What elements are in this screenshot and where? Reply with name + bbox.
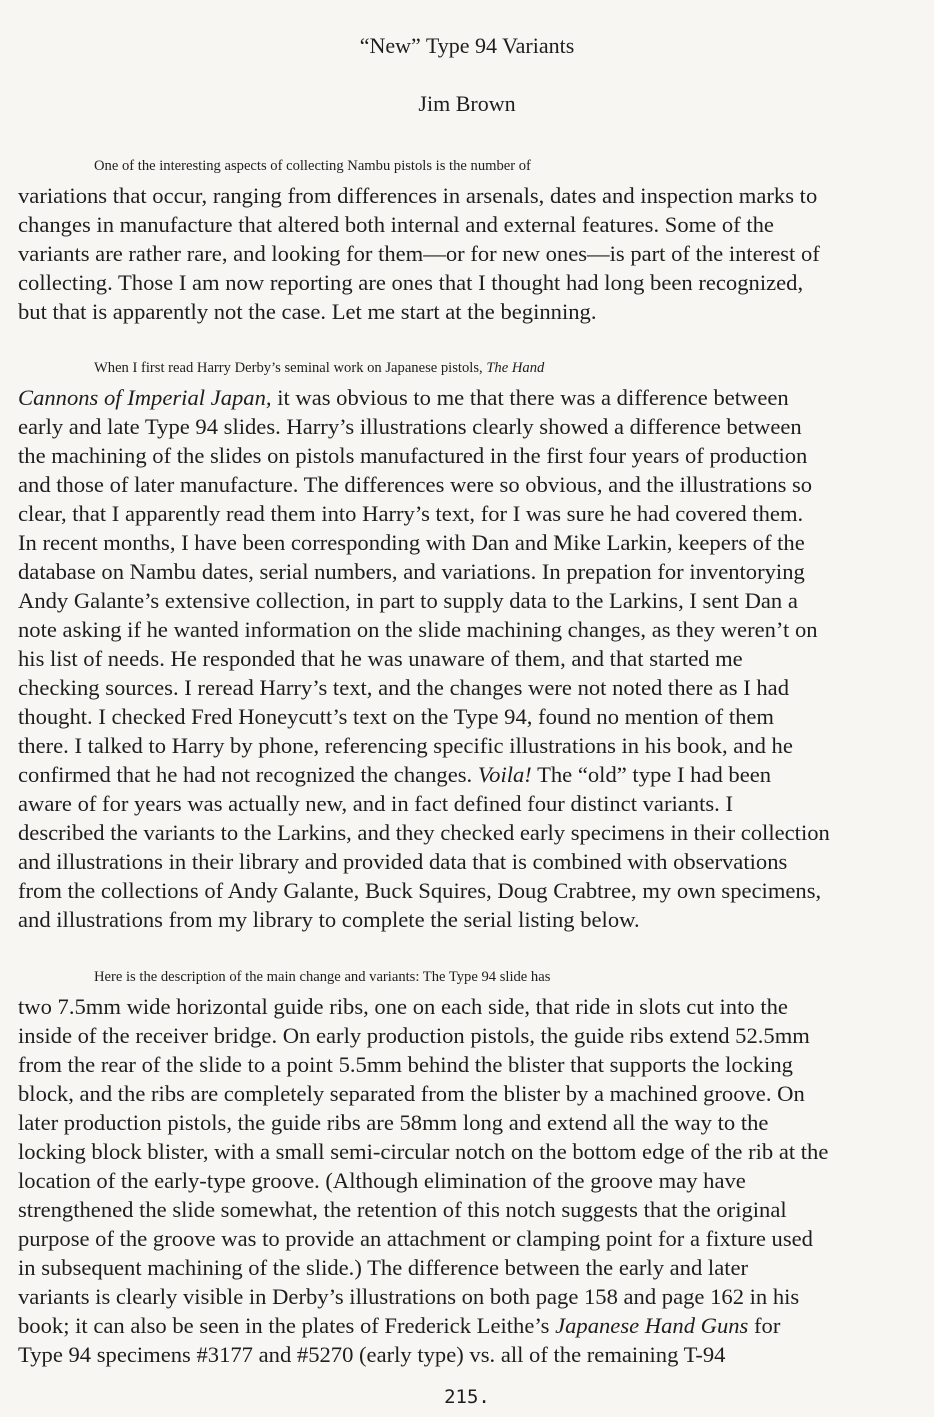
text-line: Andy Galante’s extensive collection, in part to supply data to the Larkins, I sent Dan a bbox=[18, 588, 798, 613]
text-line bbox=[18, 760, 918, 789]
paragraph-1 bbox=[18, 152, 918, 326]
text-line: described the variants to the Larkins, and they checked early specimens in their collection bbox=[18, 820, 830, 845]
text-run: When I first read Harry Derby’s seminal work on Japanese pistols, bbox=[94, 360, 487, 376]
text-line: but that is apparently not the case. Let me start at the beginning. bbox=[18, 299, 597, 324]
text-line: and those of later manufacture. The differences were so obvious, and the illustrations so bbox=[18, 472, 813, 497]
text-line: aware of for years was actually new, and in fact defined four distinct variants. I bbox=[18, 791, 733, 816]
text-line: early and late Type 94 slides. Harry’s illustrations clearly showed a difference between bbox=[18, 414, 802, 439]
text-run: The “old” type I had been bbox=[531, 762, 772, 787]
text-line: locking block blister, with a small semi-circular notch on the bottom edge of the rib at the bbox=[18, 1139, 829, 1164]
text-line: checking sources. I reread Harry’s text, and the changes were not noted there as I had bbox=[18, 675, 790, 700]
text-line: variants is clearly visible in Derby’s illustrations on both page 158 and page 162 in his bbox=[18, 1284, 800, 1309]
text-line: changes in manufacture that altered both internal and external features. Some of the bbox=[18, 212, 774, 237]
text-line: note asking if he wanted information on the slide machining changes, as they weren’t on bbox=[18, 617, 818, 642]
book-title: Cannons of Imperial Japan, bbox=[18, 385, 272, 410]
text-line: location of the early-type groove. (Although elimination of the groove may have bbox=[18, 1168, 746, 1193]
text-run: book; it can also be seen in the plates of Frederick Leithe’s bbox=[18, 1313, 556, 1338]
paragraph-3 bbox=[18, 963, 918, 1369]
text-line: and illustrations from my library to complete the serial listing below. bbox=[18, 907, 640, 932]
book-title: Japanese Hand Guns bbox=[555, 1313, 749, 1338]
text-line: One of the interesting aspects of collecting Nambu pistols is the number of bbox=[94, 158, 531, 174]
text-line: later production pistols, the guide ribs are 58mm long and extend all the way to the bbox=[18, 1110, 769, 1135]
text-line: from the rear of the slide to a point 5.5mm behind the blister that supports the locking bbox=[18, 1052, 793, 1077]
text-line: Type 94 specimens #3177 and #5270 (early type) vs. all of the remaining T-94 bbox=[18, 1342, 726, 1367]
text-run: for bbox=[748, 1313, 781, 1338]
text-line: block, and the ribs are completely separated from the blister by a machined groove. On bbox=[18, 1081, 805, 1106]
text-line: inside of the receiver bridge. On early production pistols, the guide ribs extend 52.5mm bbox=[18, 1023, 810, 1048]
text-line: thought. I checked Fred Honeycutt’s text on the Type 94, found no mention of them bbox=[18, 704, 774, 729]
text-line: collecting. Those I am now reporting are ones that I thought had long been recognized, bbox=[18, 270, 804, 295]
page-number: 215. bbox=[444, 1386, 490, 1408]
paragraph-2 bbox=[18, 354, 918, 934]
text-run: confirmed that he had not recognized the changes. bbox=[18, 762, 478, 787]
text-line: database on Nambu dates, serial numbers, and variations. In prepation for inventorying bbox=[18, 559, 805, 584]
text-line bbox=[18, 383, 918, 412]
text-line: variations that occur, ranging from differences in arsenals, dates and inspection marks to bbox=[18, 183, 818, 208]
author-name: Jim Brown bbox=[418, 91, 516, 116]
text-line: in subsequent machining of the slide.) The difference between the early and later bbox=[18, 1255, 749, 1280]
text-line: In recent months, I have been corresponding with Dan and Mike Larkin, keepers of the bbox=[18, 530, 805, 555]
text-line: variants are rather rare, and looking for them—or for new ones—is part of the interest of bbox=[18, 241, 820, 266]
text-line bbox=[18, 1311, 918, 1340]
text-line: the machining of the slides on pistols manufactured in the first four years of production bbox=[18, 443, 808, 468]
emphasis-voila: Voila! bbox=[477, 762, 532, 787]
text-line: from the collections of Andy Galante, Buck Squires, Doug Crabtree, my own specimens, bbox=[18, 878, 822, 903]
text-line: Here is the description of the main change and variants: The Type 94 slide has bbox=[94, 969, 551, 985]
text-line bbox=[18, 354, 918, 383]
text-line: and illustrations in their library and provided data that is combined with observations bbox=[18, 849, 788, 874]
text-line: two 7.5mm wide horizontal guide ribs, one on each side, that ride in slots cut into the bbox=[18, 994, 788, 1019]
text-line: purpose of the groove was to provide an attachment or clamping point for a fixture used bbox=[18, 1226, 813, 1251]
text-line: clear, that I apparently read them into Harry’s text, for I was sure he had covered them. bbox=[18, 501, 804, 526]
book-title: The Hand bbox=[486, 360, 545, 376]
text-line: strengthened the slide somewhat, the retention of this notch suggests that the original bbox=[18, 1197, 787, 1222]
text-run: it was obvious to me that there was a difference between bbox=[271, 385, 789, 410]
article-title: “New” Type 94 Variants bbox=[359, 33, 575, 58]
text-line: there. I talked to Harry by phone, referencing specific illustrations in his book, and he bbox=[18, 733, 793, 758]
text-line: his list of needs. He responded that he was unaware of them, and that started me bbox=[18, 646, 743, 671]
